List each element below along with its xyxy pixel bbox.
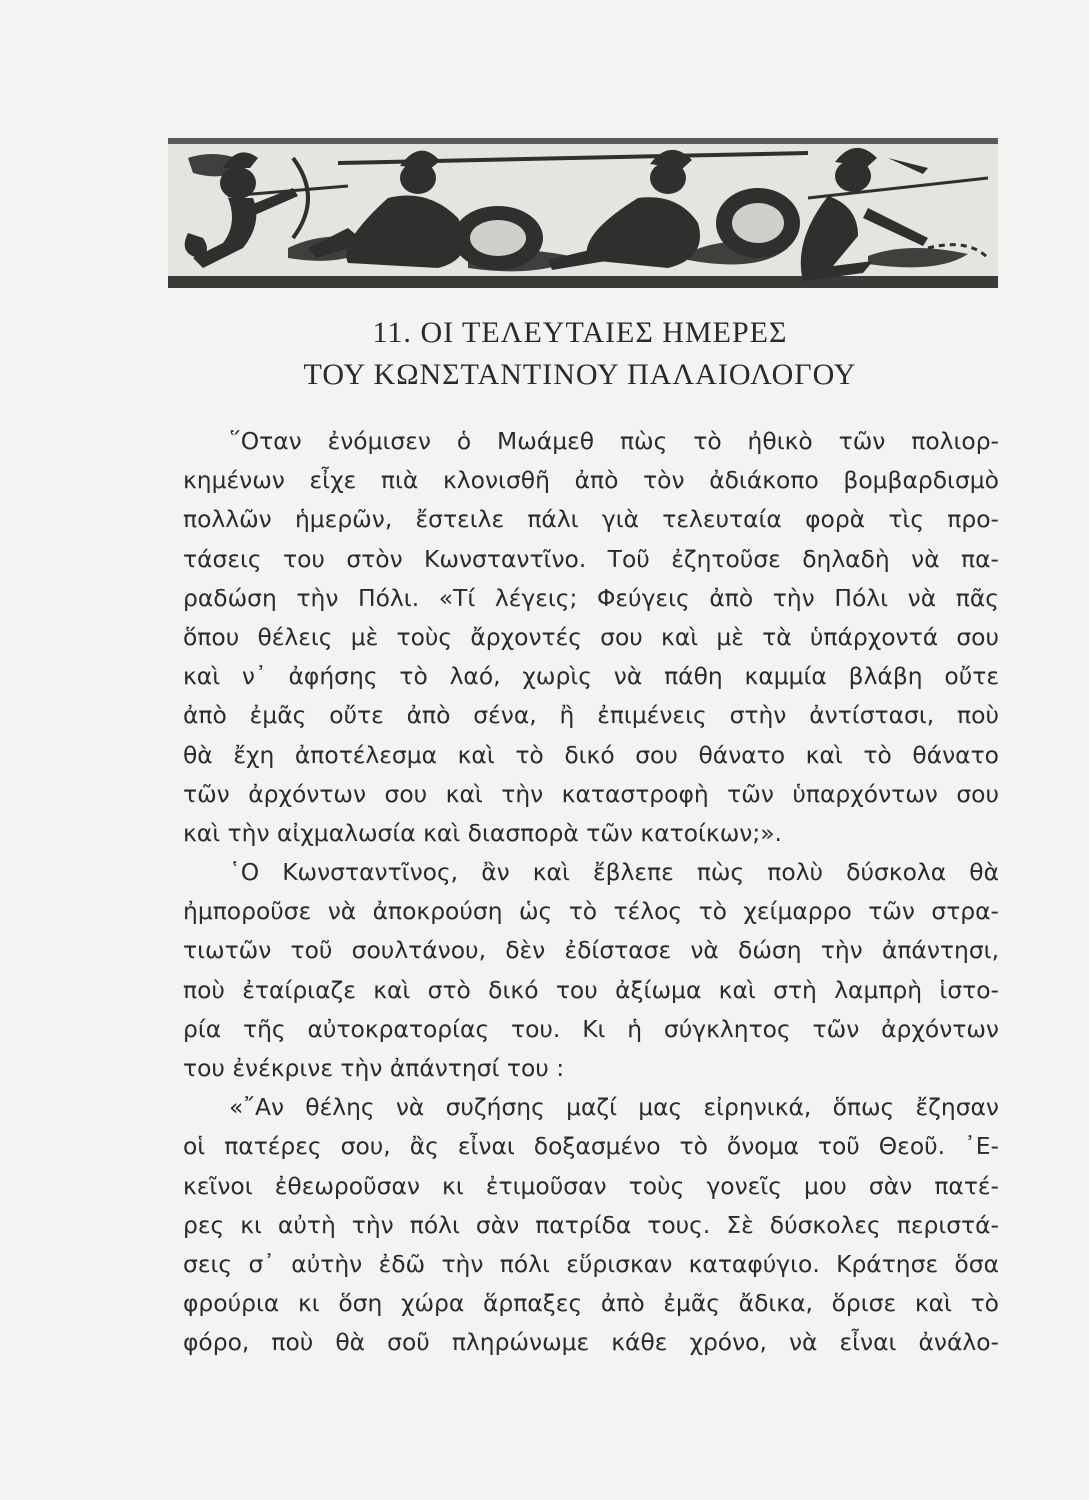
chapter-title — [150, 312, 1010, 396]
text-line: σεις σ᾽ αὐτὴν ἐδῶ τὴν πόλι εὕρισκαν καταφύγιο. Κράτησε ὅσα — [183, 1249, 999, 1278]
text-line: πολλῶν ἡμερῶν, ἔστειλε πάλι γιὰ τελευταία φορὰ τὶς προ- — [183, 505, 999, 534]
text-line: κεῖνοι ἐθεωροῦσαν κι ἐτιμοῦσαν τοὺς γονεῖς μου σὰν πατέ- — [183, 1171, 999, 1200]
text-line: ῾Ο Κωνσταντῖνος, ἂν καὶ ἔβλεπε πὼς πολὺ δύσκολα θὰ — [229, 858, 999, 887]
text-line: κημένων εἶχε πιὰ κλονισθῆ ἀπὸ τὸν ἀδιάκοπο βομβαρδισμὸ — [183, 466, 999, 495]
greek-warriors-frieze-icon — [168, 138, 998, 288]
text-line: καὶ ν᾽ ἀφήσης τὸ λαό, χωρὶς νὰ πάθη καμμία βλάβη οὔτε — [183, 662, 999, 691]
text-line: φρούρια κι ὅση χώρα ἅρπαξες ἀπὸ ἐμᾶς ἄδικα, ὅρισε καὶ τὸ — [183, 1289, 999, 1318]
chapter-title-line-2: ΤΟΥ ΚΩΝΣΤΑΝΤΙΝΟΥ ΠΑΛΑΙΟΛΟΓΟΥ — [303, 358, 857, 391]
text-line: τῶν ἀρχόντων σου καὶ τὴν καταστροφὴ τῶν ὑπαρχόντων σου — [183, 779, 999, 808]
text-line: ποὺ ἐταίριαζε καὶ στὸ δικό του ἀξίωμα καὶ στὴ λαμπρὴ ἱστο- — [183, 975, 999, 1004]
text-line: «῎Αν θέλης νὰ συζήσης μαζί μας εἰρηνικά, ὅπως ἔζησαν — [229, 1093, 999, 1122]
text-line: του ἐνέκρινε τὴν ἀπάντησί του : — [183, 1054, 565, 1082]
text-line: φόρο, ποὺ θὰ σοῦ πληρώνωμε κάθε χρόνο, νὰ εἶναι ἀνάλο- — [183, 1328, 999, 1357]
text-line: τιωτῶν τοῦ σουλτάνου, δὲν ἐδίστασε νὰ δώση τὴν ἀπάντησι, — [183, 936, 999, 965]
text-line: ὅπου θέλεις μὲ τοὺς ἄρχοντές σου καὶ μὲ τὰ ὑπάρχοντά σου — [183, 622, 999, 651]
text-line: ρία τῆς αὐτοκρατορίας του. Κι ἡ σύγκλητος τῶν ἀρχόντων — [183, 1014, 999, 1043]
text-line: θὰ ἔχη ἀποτέλεσμα καὶ τὸ δικό σου θάνατο καὶ τὸ θάνατο — [183, 740, 999, 769]
text-line: ἀπὸ ἐμᾶς οὔτε ἀπὸ σένα, ἢ ἐπιμένεις στὴν ἀντίστασι, ποὺ — [183, 701, 999, 730]
text-line: καὶ τὴν αἰχμαλωσία καὶ διασπορὰ τῶν κατοίκων;». — [183, 818, 782, 847]
body-text — [183, 422, 999, 1363]
chapter-title-text-1: ΟΙ ΤΕΛΕΥΤΑΙΕΣ ΗΜΕΡΕΣ — [420, 316, 788, 349]
text-line: ἠμποροῦσε νὰ ἀποκρούση ὡς τὸ τέλος τὸ χείμαρρο τῶν στρα- — [183, 897, 999, 926]
text-line: ῞Οταν ἐνόμισεν ὁ Μωάμεθ πὼς τὸ ἠθικὸ τῶν πολιορ- — [229, 427, 999, 455]
text-line: ραδώση τὴν Πόλι. «Τί λέγεις; Φεύγεις ἀπὸ τὴν Πόλι νὰ πᾶς — [183, 583, 999, 612]
text-line: οἱ πατέρες σου, ἂς εἶναι δοξασμένο τὸ ὄνομα τοῦ Θεοῦ. ᾽Ε- — [183, 1132, 999, 1161]
chapter-number: 11. — [372, 316, 412, 349]
chapter-title-line-1 — [150, 312, 1010, 354]
text-line: τάσεις του στὸν Κωνσταντῖνο. Τοῦ ἐζητοῦσε δηλαδὴ νὰ πα- — [183, 544, 999, 573]
text-line: ρες κι αὐτὴ τὴν πόλι σὰν πατρίδα τους. Σὲ δύσκολες περιστά- — [183, 1210, 999, 1239]
